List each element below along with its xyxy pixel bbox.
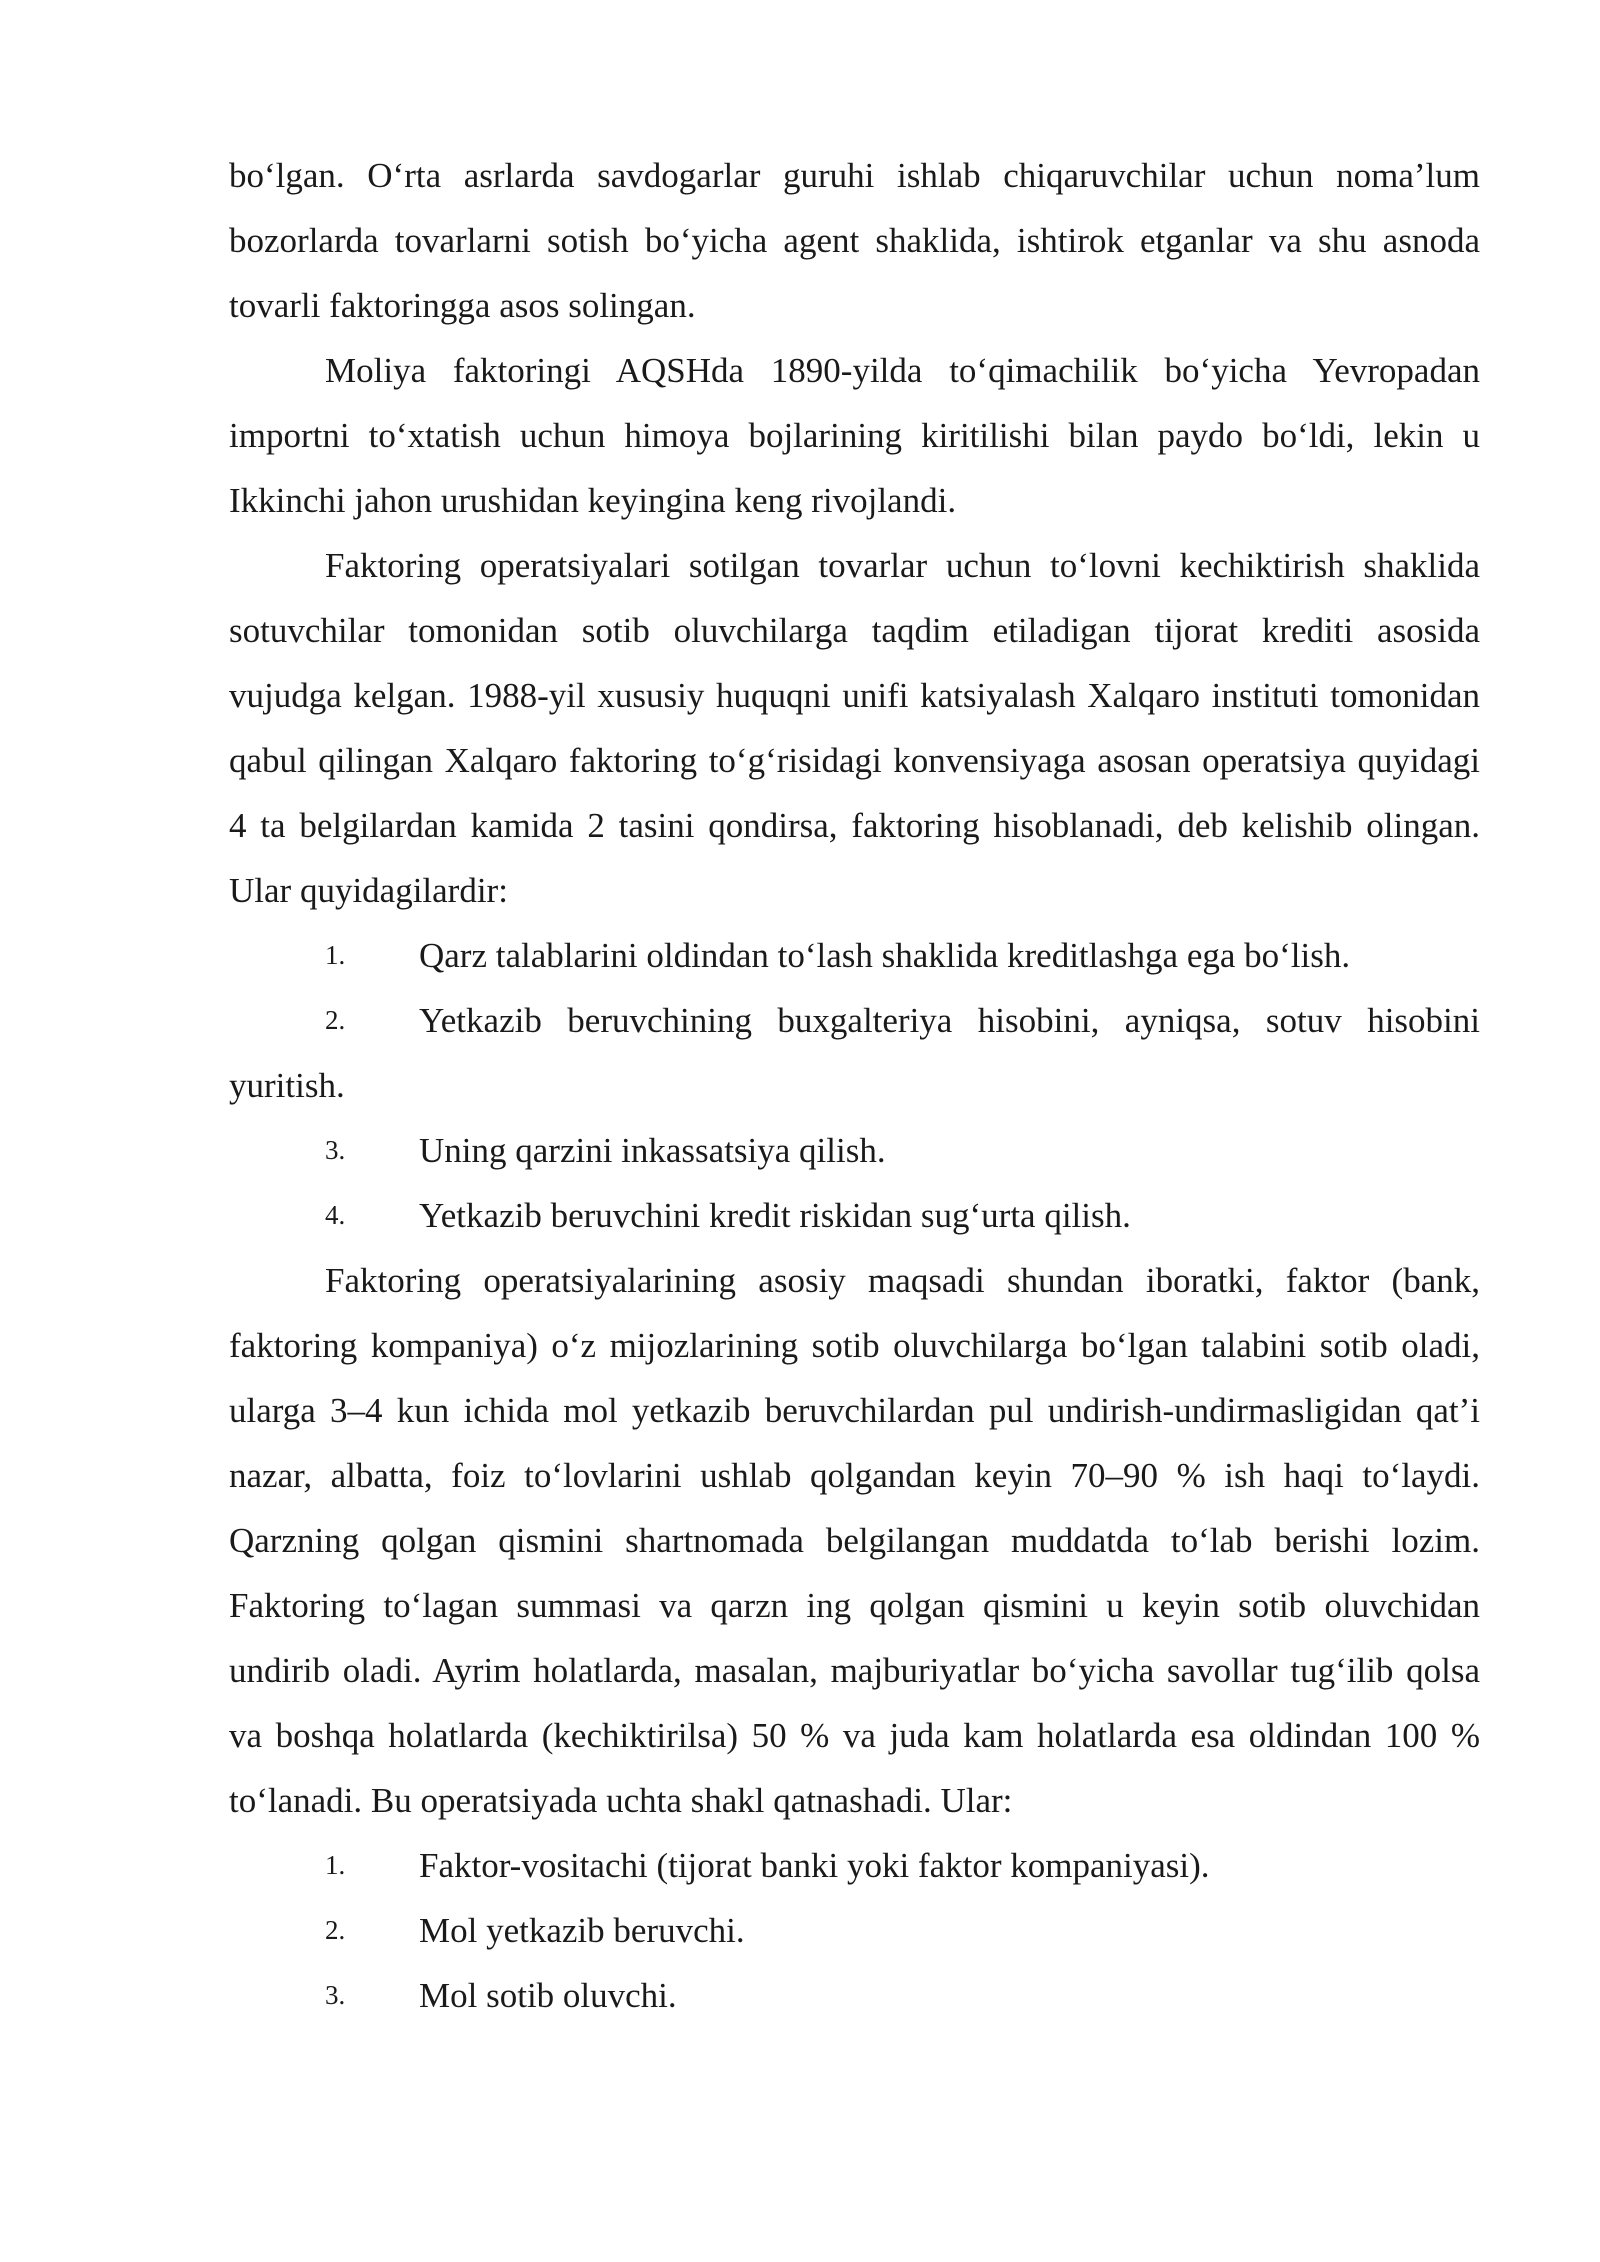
- paragraph-factoring-operations: Faktoring operatsiyalari sotilgan tovarlar uchun to‘lovni kechiktirish shaklida sotuvchilar tomonidan sotib oluvchilarga taqdim etiladigan tijorat krediti asosida vujudga kelgan. 1988-yil xususiy huquqni unifi katsiyalash Xalqaro instituti tomonidan qabul qilingan Xalqaro faktoring to‘g‘risidagi konvensiyaga asosan operatsiya quyidagi 4 ta belgilardan kamida 2 tasini qondirsa, faktoring hisoblanadi, deb kelishib olingan. Ular quyidagilardir:: [229, 546, 1480, 910]
- list-item-text: Yetkazib beruvchining buxgalteriya hisobini, ayniqsa, sotuv hisobini yuritish.: [229, 1001, 1480, 1105]
- list-item-text: Mol yetkazib beruvchi.: [419, 1911, 745, 1950]
- list-number: 1.: [325, 940, 346, 970]
- list-item-text: Uning qarzini inkassatsiya qilish.: [419, 1131, 886, 1170]
- criteria-list: [229, 923, 1480, 1248]
- list-number: 1.: [325, 1850, 346, 1880]
- list-item-text: Qarz talablarini oldindan to‘lash shaklida kreditlashga ega bo‘lish.: [419, 936, 1351, 975]
- list-item-text: Faktor-vositachi (tijorat banki yoki faktor kompaniyasi).: [419, 1846, 1210, 1885]
- list-item: [229, 1183, 1480, 1248]
- list-number: 4.: [325, 1200, 346, 1230]
- list-number: 2.: [325, 1915, 346, 1945]
- list-number: 3.: [325, 1980, 346, 2010]
- list-item: [229, 923, 1480, 988]
- list-item-text: Mol sotib oluvchi.: [419, 1976, 677, 2015]
- list-item-text: Yetkazib beruvchini kredit riskidan sug‘urta qilish.: [419, 1196, 1131, 1235]
- list-item: [229, 1963, 1480, 2028]
- list-number: 3.: [325, 1135, 346, 1165]
- paragraph-factoring-purpose: Faktoring operatsiyalarining asosiy maqsadi shundan iboratki, faktor (bank, faktoring kompaniya) o‘z mijozlarining sotib oluvchilarga bo‘lgan talabini sotib oladi, ularga 3–4 kun ichida mol yetkazib beruvchilardan pul undirish-undirmasligidan qat’i nazar, albatta, foiz to‘lovlarini ushlab qolgandan keyin 70–90 % ish haqi to‘laydi. Qarzning qolgan qismini shartnomada belgilangan muddatda to‘lab berishi lozim. Faktoring to‘lagan summasi va qarzn ing qolgan qismini u keyin sotib oluvchidan undirib oladi. Ayrim holatlarda, masalan, majburiyatlar bo‘yicha savollar tug‘ilib qolsa va boshqa holatlarda (kechiktirilsa) 50 % va juda kam holatlarda esa oldindan 100 % to‘lanadi. Bu operatsiyada uchta shakl qatnashadi. Ular:: [229, 1261, 1480, 1820]
- paragraph-finance-factoring: Moliya faktoringi AQSHda 1890-yilda to‘qimachilik bo‘yicha Yevropadan importni to‘xtatish uchun himoya bojlarining kiritilishi bilan paydo bo‘ldi, lekin u Ikkinchi jahon urushidan keyingina keng rivojlandi.: [229, 351, 1480, 520]
- document-body: [229, 143, 1480, 2028]
- paragraph-continuation: bo‘lgan. O‘rta asrlarda savdogarlar guruhi ishlab chiqaruvchilar uchun noma’lum bozorlarda tovarlarni sotish bo‘yicha agent shaklida, ishtirok etganlar va shu asnoda tovarli faktoringga asos solingan.: [229, 156, 1480, 325]
- list-number: 2.: [325, 1005, 346, 1035]
- list-item: [229, 988, 1480, 1118]
- list-item: [229, 1898, 1480, 1963]
- participants-list: [229, 1833, 1480, 2028]
- list-item: [229, 1118, 1480, 1183]
- list-item: [229, 1833, 1480, 1898]
